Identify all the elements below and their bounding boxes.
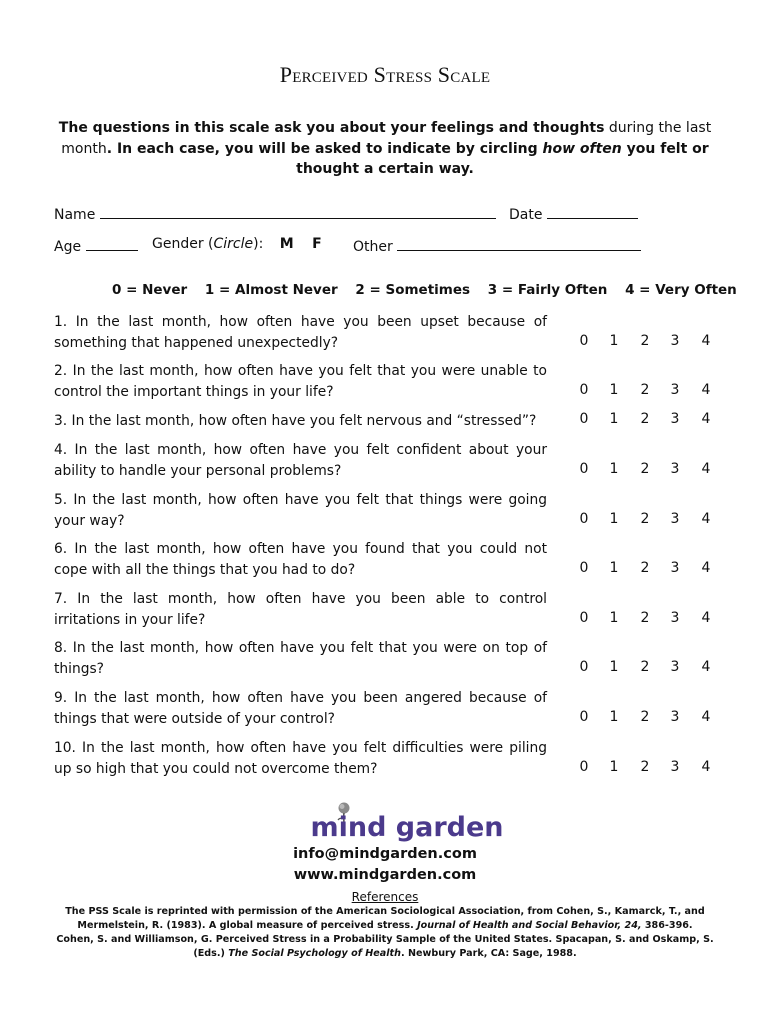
scale-legend — [112, 282, 750, 298]
age-input-line[interactable] — [86, 236, 138, 251]
name-field[interactable] — [54, 204, 496, 223]
answer-option-1[interactable]: 1 — [609, 381, 619, 398]
other-input-line[interactable] — [397, 236, 641, 251]
contact-email[interactable]: info@mindgarden.com — [293, 846, 477, 862]
references-text — [50, 905, 720, 961]
answer-option-3[interactable]: 3 — [670, 609, 680, 626]
answer-option-4[interactable]: 4 — [701, 559, 711, 576]
question-row — [54, 638, 714, 682]
date-input-line[interactable] — [547, 204, 638, 219]
mind-garden-logo — [0, 800, 770, 846]
answer-option-1[interactable]: 1 — [609, 460, 619, 477]
name-label: Name — [54, 207, 96, 223]
answer-option-4[interactable]: 4 — [701, 332, 711, 349]
legend-item: 1 = Almost Never — [204, 282, 338, 298]
instructions — [50, 118, 720, 180]
age-field[interactable] — [54, 236, 138, 255]
answer-option-1[interactable]: 1 — [609, 658, 619, 675]
date-label: Date — [509, 207, 543, 223]
instructions-part2: during the last month — [61, 120, 712, 157]
answer-option-0[interactable]: 0 — [579, 609, 589, 626]
question-text: 3. In the last month, how often have you felt nervous and “stressed”? — [54, 413, 537, 429]
answer-option-2[interactable]: 2 — [640, 510, 650, 527]
answer-option-2[interactable]: 2 — [640, 658, 650, 675]
answer-option-0[interactable]: 0 — [579, 658, 589, 675]
answer-option-4[interactable]: 4 — [701, 510, 711, 527]
answer-option-1[interactable]: 1 — [609, 708, 619, 725]
question-text: 8. In the last month, how often have you felt that you were on top of things? — [54, 640, 547, 677]
answer-option-3[interactable]: 3 — [670, 510, 680, 527]
answer-option-3[interactable]: 3 — [670, 332, 680, 349]
instructions-part3: . In each case, you will be asked to indicate by circling — [106, 140, 543, 157]
answer-option-2[interactable]: 2 — [640, 559, 650, 576]
instructions-part5: you felt or thought a certain way. — [296, 140, 709, 177]
question-text: 10. In the last month, how often have you felt difficulties were piling up so high that you could not overcome them? — [54, 740, 547, 777]
answer-option-0[interactable]: 0 — [579, 758, 589, 775]
answer-option-4[interactable]: 4 — [701, 658, 711, 675]
answer-option-2[interactable]: 2 — [640, 460, 650, 477]
reference-1-journal: Journal of Health and Social Behavior, 24, — [417, 920, 642, 931]
question-row — [54, 738, 714, 782]
answer-option-0[interactable]: 0 — [579, 460, 589, 477]
date-field[interactable] — [509, 204, 638, 223]
answer-option-4[interactable]: 4 — [701, 381, 711, 398]
answer-option-2[interactable]: 2 — [640, 708, 650, 725]
answer-option-2[interactable]: 2 — [640, 758, 650, 775]
answer-option-2[interactable]: 2 — [640, 609, 650, 626]
answer-option-4[interactable]: 4 — [701, 609, 711, 626]
question-row — [54, 312, 714, 356]
gender-label: Gender ( — [152, 236, 214, 252]
answer-option-3[interactable]: 3 — [670, 658, 680, 675]
logo-wordmark: mind garden — [310, 812, 504, 843]
answer-option-2[interactable]: 2 — [640, 332, 650, 349]
answer-option-1[interactable]: 1 — [609, 559, 619, 576]
question-row — [54, 539, 714, 583]
answer-option-1[interactable]: 1 — [609, 510, 619, 527]
answer-option-3[interactable]: 3 — [670, 559, 680, 576]
legend-item: 0 = Never — [112, 282, 188, 298]
reference-2-book: The Social Psychology of Health — [228, 948, 401, 959]
document-title: Perceived Stress Scale — [279, 62, 491, 87]
question-text: 5. In the last month, how often have you felt that things were going your way? — [54, 492, 547, 529]
name-input-line[interactable] — [100, 204, 496, 219]
gender-label-close: ): — [253, 236, 264, 252]
answer-option-3[interactable]: 3 — [670, 411, 680, 427]
contact-website[interactable]: www.mindgarden.com — [293, 867, 477, 883]
reference-2: Cohen, S. and Williamson, G. Perceived Stress in a Probability Sample of the United States. Spacapan, S. and Oskamp, S. (Eds.) — [56, 934, 714, 959]
question-text: 9. In the last month, how often have you been angered because of things that were outside of your control? — [54, 690, 547, 727]
question-text: 6. In the last month, how often have you found that you could not cope with all the things that you had to do? — [54, 541, 547, 578]
gender-option-f[interactable]: F — [312, 236, 322, 252]
answer-option-2[interactable]: 2 — [640, 381, 650, 398]
question-row — [54, 589, 714, 633]
answer-option-3[interactable]: 3 — [670, 708, 680, 725]
legend-item: 2 = Sometimes — [355, 282, 471, 298]
question-text: 7. In the last month, how often have you been able to control irritations in your life? — [54, 591, 547, 628]
gender-circle-hint: Circle — [213, 236, 254, 252]
question-row — [54, 440, 714, 484]
answer-option-1[interactable]: 1 — [609, 411, 619, 427]
answer-option-2[interactable]: 2 — [640, 411, 650, 427]
reference-1: The PSS Scale is reprinted with permission of the American Sociological Association, from Cohen, S., Kamarck, T., and Mermelstein, R. (1983). A global measure of perceived stress. — [65, 906, 705, 931]
age-label: Age — [54, 239, 82, 255]
gender-field — [152, 236, 322, 252]
answer-option-1[interactable]: 1 — [609, 609, 619, 626]
reference-2-end: . Newbury Park, CA: Sage, 1988. — [400, 948, 577, 959]
gender-option-m[interactable]: M — [279, 236, 294, 252]
answer-option-4[interactable]: 4 — [701, 708, 711, 725]
instructions-part1: The questions in this scale ask you about your feelings and thoughts — [58, 120, 605, 136]
answer-option-1[interactable]: 1 — [609, 332, 619, 349]
answer-option-0[interactable]: 0 — [579, 510, 589, 527]
question-text: 2. In the last month, how often have you felt that you were unable to control the important things in your life? — [54, 363, 547, 400]
answer-option-4[interactable]: 4 — [701, 411, 711, 427]
answer-option-4[interactable]: 4 — [701, 758, 711, 775]
answer-option-3[interactable]: 3 — [670, 381, 680, 398]
references-title: References — [351, 890, 419, 904]
answer-option-0[interactable]: 0 — [579, 708, 589, 725]
instructions-emphasis: how often — [542, 140, 622, 157]
question-text: 1. In the last month, how often have you been upset because of something that happened unexpectedly? — [54, 314, 547, 351]
answer-option-0[interactable]: 0 — [579, 411, 589, 427]
reference-1-end: 386-396. — [641, 920, 693, 931]
question-row — [54, 361, 714, 405]
answer-option-1[interactable]: 1 — [609, 758, 619, 775]
legend-item: 3 = Fairly Often — [487, 282, 608, 298]
answer-option-0[interactable]: 0 — [579, 559, 589, 576]
question-row — [54, 490, 714, 534]
answer-option-3[interactable]: 3 — [670, 758, 680, 775]
question-row — [54, 688, 714, 732]
answer-option-4[interactable]: 4 — [701, 460, 711, 477]
question-text: 4. In the last month, how often have you felt confident about your ability to handle your personal problems? — [54, 442, 547, 479]
answer-option-0[interactable]: 0 — [579, 332, 589, 349]
other-label: Other — [353, 239, 393, 255]
answer-option-0[interactable]: 0 — [579, 381, 589, 398]
other-field[interactable] — [353, 236, 641, 255]
legend-item: 4 = Very Often — [625, 282, 737, 298]
answer-option-3[interactable]: 3 — [670, 460, 680, 477]
